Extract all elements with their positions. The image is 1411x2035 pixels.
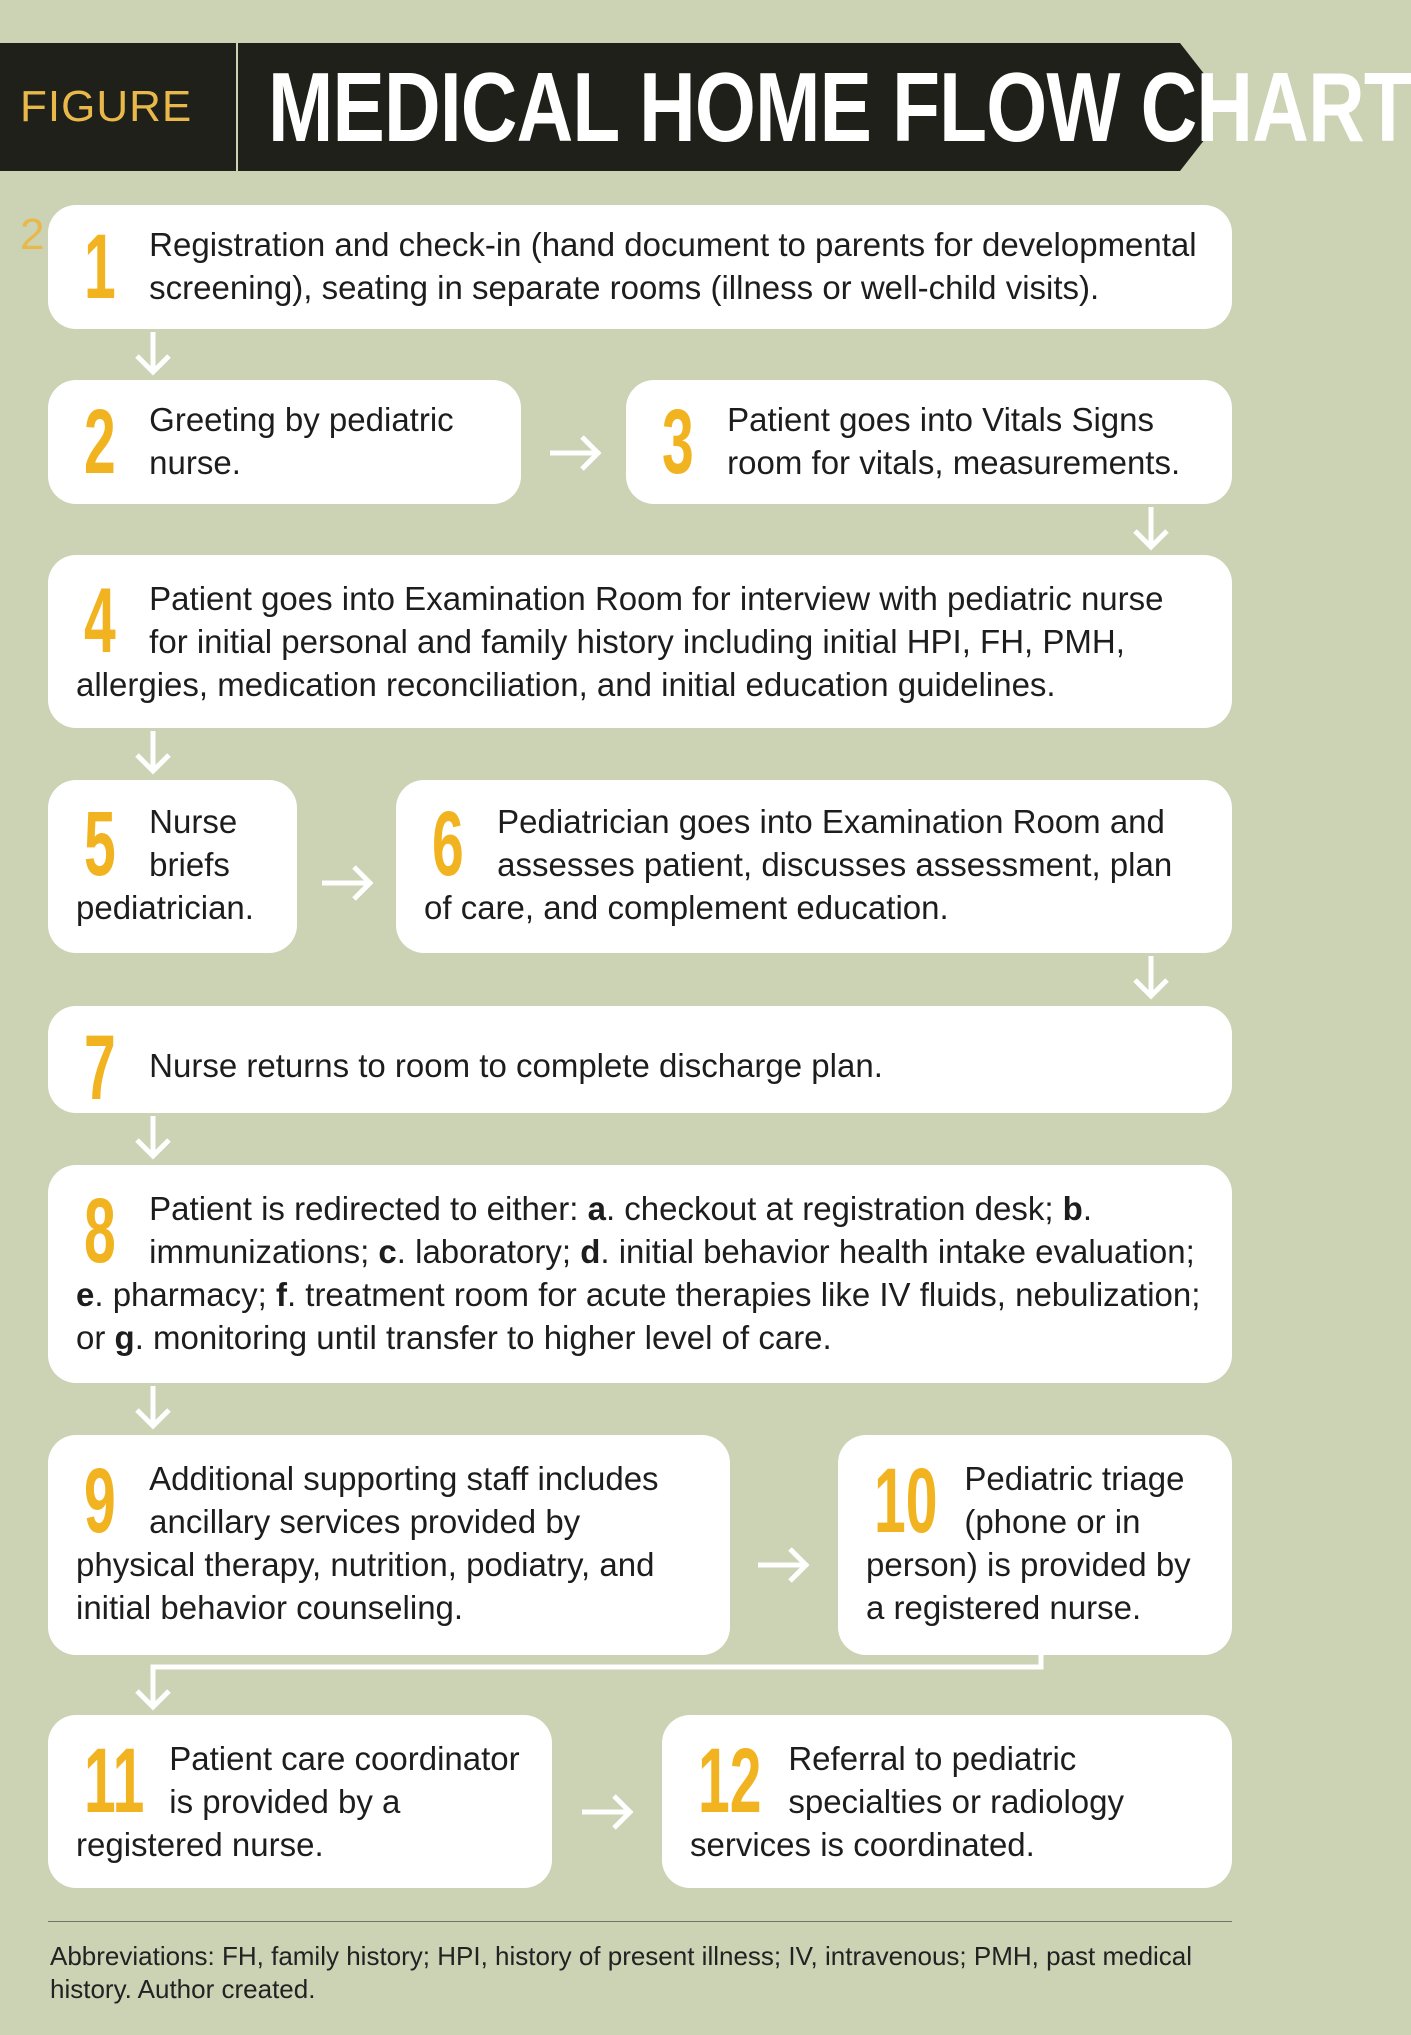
step-text: Greeting by pediatric nurse. [149,401,454,481]
arrow-down-icon [133,1114,173,1162]
step-number: 12 [698,1730,762,1832]
step-text: Referral to pediatric specialties or radiology services is coordinated. [690,1740,1125,1863]
elbow-connector-icon [133,1655,1048,1715]
step-number: 8 [84,1180,116,1282]
arrow-right-icon [548,433,604,473]
step-number: 1 [84,216,116,318]
step-text: Patient care coordinator is provided by a registered nurse. [76,1740,520,1863]
step-5-box [48,780,297,953]
step-text: Pediatrician goes into Examination Room and assesses patient, discusses assessment, plan of care, and complement education. [424,803,1173,926]
page-title: MEDICAL HOME FLOW CHART [268,52,1411,162]
arrow-right-icon [580,1792,636,1832]
figure-label: FIGURE 2 [20,82,193,259]
step-number: 3 [662,391,694,493]
step-2-box [48,380,521,504]
arrow-right-icon [756,1545,812,1585]
step-6-box [396,780,1232,953]
step-number: 11 [84,1730,145,1832]
step-text: Nurse briefs pediatrician. [76,803,254,926]
step-11-box [48,1715,552,1888]
step-12-box [662,1715,1232,1888]
arrow-down-icon [1131,954,1171,1002]
step-text: Pediatric triage (phone or in person) is provided by a registered nurse. [866,1460,1191,1626]
arrow-down-icon [1131,505,1171,553]
step-text: Patient is redirected to either: a. checkout at registration desk; b. immunizations; c. laboratory; d. initial behavior health intake evaluation; e. pharmacy; f. treatment room for acute therapies like IV fluids, nebulization; or g. monitoring until transfer to higher level of care. [76,1190,1201,1356]
step-1-box [48,205,1232,329]
arrow-right-icon [320,863,376,903]
step-text: Registration and check-in (hand document to parents for developmental screening), seating in separate rooms (illness or well-child visits). [149,226,1197,306]
arrow-down-icon [133,729,173,777]
step-number: 5 [84,793,116,895]
step-text: Patient goes into Vitals Signs room for vitals, measurements. [727,401,1181,481]
banner-divider [236,43,238,171]
step-number: 4 [84,570,116,672]
step-8-box [48,1165,1232,1383]
step-9-box [48,1435,730,1655]
footnote-divider [48,1921,1232,1922]
step-number: 7 [84,1017,116,1119]
step-text: Additional supporting staff includes ancillary services provided by physical therapy, nutrition, podiatry, and initial behavior counseling. [76,1460,659,1626]
arrow-down-icon [133,330,173,378]
arrow-down-icon [133,1384,173,1432]
step-7-box [48,1006,1232,1119]
step-number: 6 [432,793,464,895]
step-text: Nurse returns to room to complete discharge plan. [149,1047,883,1084]
step-text: Patient goes into Examination Room for interview with pediatric nurse for initial personal and family history including initial HPI, FH, PMH, allergies, medication reconciliation, and initial education guidelines. [76,580,1164,703]
step-4-box [48,555,1232,728]
step-number: 10 [874,1450,938,1552]
footnote: Abbreviations: FH, family history; HPI, history of present illness; IV, intravenous; PMH, past medical history. Author created. [50,1941,1193,2004]
step-number: 9 [84,1450,116,1552]
step-3-box [626,380,1232,504]
step-number: 2 [84,391,116,493]
step-10-box [838,1435,1232,1655]
